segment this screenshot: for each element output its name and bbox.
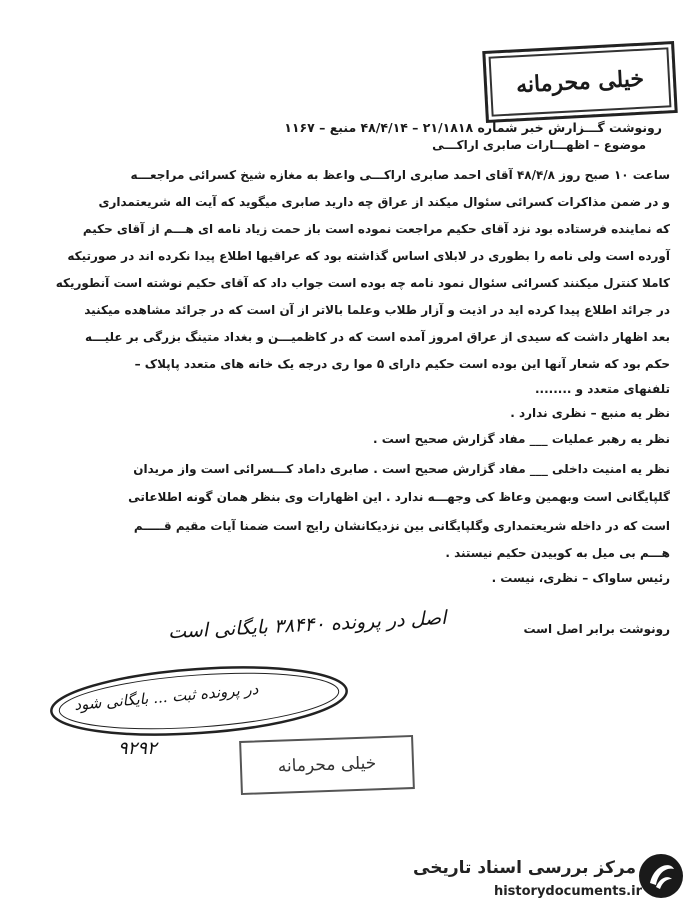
- body-line: تلفنهای متعدد و ........: [534, 382, 670, 396]
- top-stamp-text: خیلی محرمانه: [515, 65, 645, 99]
- opinion-line: نظر یه امنیت داخلی ___ مفاد گزارش صحیح است . صابری داماد کـــسرائی است واز مریدان: [133, 462, 670, 476]
- body-line: آورده است ولی نامه را بطوری در لابلای اساس گذاشته بود که عراقیها اطلاع پیدا نکرده اند در صورتیکه: [67, 249, 670, 263]
- bottom-classification-stamp: [239, 735, 415, 795]
- body-line: که نماینده فرستاده بود نزد آقای حکیم مراجعت نموده است باز حمت زیاد نامه ای هـــم از آقای حکیم: [82, 222, 670, 236]
- watermark-title: مرکز بررسی اسناد تاریخی: [413, 858, 636, 878]
- report-subject: موضوع – اظهـــارات صابری اراکـــی: [432, 138, 646, 152]
- opinion-line: گلپایگانی است وبهمین وعاظ کی وجهـــه ندارد . این اظهارات وی بنظر همان گونه اطلاعاتی: [128, 490, 670, 504]
- body-line: در جرائد اطلاع پیدا کرده اید در اذیت و آزار طلاب وعلما بالاتر از آن است که در جرائد مشاهده میکنید: [84, 303, 670, 317]
- body-line: ساعت ۱۰ صبح روز ۴۸/۴/۸ آقای احمد صابری اراکـــی واعظ به مغازه شیخ کسرائی مراجعـــه: [130, 168, 670, 182]
- seal-number: ۹۲۹۲: [118, 738, 157, 759]
- bottom-stamp-text: خیلی محرمانه: [277, 753, 377, 777]
- body-line: حکم بود که شعار آنها این بوده است حکیم دارای ۵ موا ری درجه یک خانه های متعدد پاپلاک –: [134, 357, 670, 371]
- opinion-line: رئیس ساواک – نظری، نیست .: [491, 571, 670, 585]
- opinion-line: نظر یه رهبر عملیات ___ مفاد گزارش صحیح است .: [373, 432, 670, 446]
- opinion-line: است که در داخله شریعتمداری وگلپایگانی بین نزدیکانشان رایج است ضمنا آیات مقیم قـــــم: [133, 519, 670, 533]
- opinion-line: نظر یه منبع – نظری ندارد .: [510, 406, 670, 420]
- copy-certification-label: رونوشت برابر اصل است: [523, 622, 670, 636]
- report-header: رونوشت گـــزارش خبر شماره ۲۱/۱۸۱۸ – ۴۸/۴/۱۴ منبع – ۱۱۶۷: [284, 120, 662, 135]
- handwritten-archive-note: اصل در پرونده ۳۸۴۴۰ بایگانی است: [167, 606, 447, 644]
- history-documents-logo-icon: [636, 851, 686, 901]
- top-classification-stamp: [482, 41, 678, 123]
- watermark-url: historydocuments.ir: [493, 884, 642, 899]
- body-line: بعد اظهار داشت که سیدی از عراق امروز آمده است که در کاظمیـــن و بغداد متینگ بزرگی بر علیـــه: [85, 330, 670, 344]
- opinion-line: هـــم بی میل به کوبیدن حکیم نیستند .: [445, 546, 670, 560]
- seal-handwriting: در پرونده ثبت ... بایگانی شود: [73, 679, 259, 715]
- body-line: و در ضمن مذاکرات کسرائی سئوال میکند از عراق چه دارید صابری میگوید که آیت اله شریعتمداری: [98, 195, 670, 209]
- body-line: کاملا کنترل میکنند کسرائی سئوال نمود نامه چه بوده است جواب داد که آقای حکیم نوشته است آنطوریکه: [55, 276, 670, 290]
